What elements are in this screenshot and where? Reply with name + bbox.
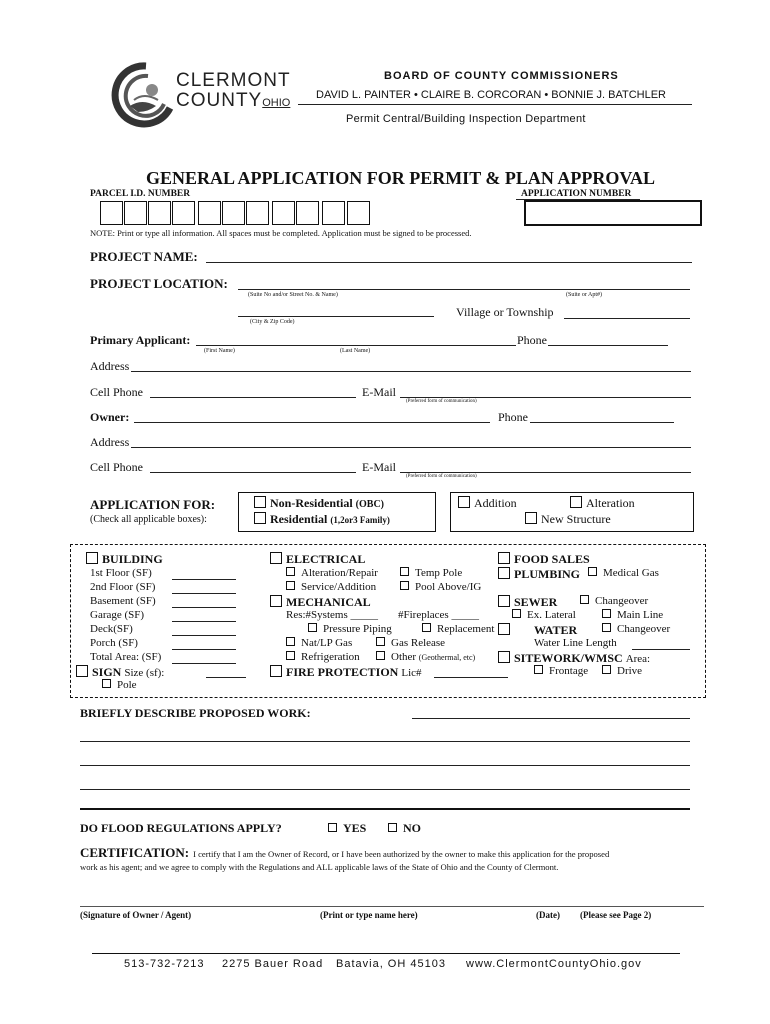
non-residential-option[interactable] xyxy=(254,496,384,511)
pressure-piping-option[interactable] xyxy=(308,623,392,635)
applicant-email-hint: (Preferred form of communication) xyxy=(406,399,477,404)
owner-address-field[interactable] xyxy=(131,447,691,448)
main-line-label: Main Line xyxy=(617,609,664,621)
alteration-repair-checkbox[interactable] xyxy=(286,567,295,576)
department-line: Permit Central/Building Inspection Department xyxy=(346,113,586,125)
new-structure-label: New Structure xyxy=(541,512,611,526)
other-checkbox[interactable] xyxy=(376,651,385,660)
refrigeration-label: Refrigeration xyxy=(301,651,360,663)
building-field-3[interactable] xyxy=(172,607,236,608)
parcel-digit-6[interactable] xyxy=(222,201,245,225)
form-note: NOTE: Print or type all information. All spaces must be completed. Application must be signed to be processed. xyxy=(90,228,472,238)
food-sales-checkbox[interactable] xyxy=(498,552,510,564)
see-page-2-label: (Please see Page 2) xyxy=(580,910,652,920)
water-checkbox[interactable] xyxy=(498,623,510,635)
project-location-field[interactable] xyxy=(238,289,690,290)
frontage-label: Frontage xyxy=(549,665,589,677)
pressure-piping-label: Pressure Piping xyxy=(323,623,392,635)
describe-work-field-1[interactable] xyxy=(412,718,690,719)
gas-release-option[interactable] xyxy=(376,637,445,649)
pressure-piping-checkbox[interactable] xyxy=(308,623,317,632)
certification-text-2: work as his agent; and we agree to comply with the Regulations and ALL applicable laws of the State of Ohio and the County of Clermont. xyxy=(80,862,559,872)
sewer-option[interactable] xyxy=(498,595,557,610)
project-name-label: PROJECT NAME: xyxy=(90,249,198,264)
logo-line2 xyxy=(176,90,290,112)
project-name-field[interactable] xyxy=(206,262,692,263)
plumbing-label: PLUMBING xyxy=(514,567,580,581)
village-label: Village or Township xyxy=(456,305,554,319)
building-row-7: Total Area: (SF) xyxy=(90,651,162,663)
flood-question: DO FLOOD REGULATIONS APPLY? xyxy=(80,821,282,835)
alteration-repair-label: Alteration/Repair xyxy=(301,567,378,579)
water-changeover-checkbox[interactable] xyxy=(602,623,611,632)
certification-block xyxy=(80,846,710,861)
logo-state-text: OHIO xyxy=(262,97,291,109)
pool-checkbox[interactable] xyxy=(400,581,409,590)
footer-city: Batavia, OH 45103 xyxy=(336,958,446,970)
describe-work-label: BRIEFLY DESCRIBE PROPOSED WORK: xyxy=(80,706,311,720)
service-addition-checkbox[interactable] xyxy=(286,581,295,590)
street-hint: (Suite No and/or Street No. & Name) xyxy=(248,292,338,298)
parcel-digit-11[interactable] xyxy=(347,201,370,225)
medical-gas-checkbox[interactable] xyxy=(588,567,597,576)
fire-protection-label: FIRE PROTECTION xyxy=(286,665,399,679)
sitework-checkbox[interactable] xyxy=(498,651,510,663)
applicant-phone-label: Phone xyxy=(517,333,547,347)
village-field[interactable] xyxy=(564,318,690,319)
res-systems-field[interactable]: Res:#Systems _____ xyxy=(286,609,378,621)
footer-rule xyxy=(92,953,680,954)
building-row-3: Basement (SF) xyxy=(90,595,156,607)
non-residential-label: Non-Residential xyxy=(270,496,353,510)
residential-checkbox[interactable] xyxy=(254,512,266,524)
applicant-name-field[interactable] xyxy=(196,345,516,346)
owner-cell-label: Cell Phone xyxy=(90,460,143,474)
frontage-checkbox[interactable] xyxy=(534,665,543,674)
sitework-option[interactable] xyxy=(498,651,650,666)
electrical-checkbox[interactable] xyxy=(270,552,282,564)
gas-release-label: Gas Release xyxy=(391,637,446,649)
ex-lateral-option[interactable] xyxy=(512,609,576,621)
parcel-digit-2[interactable] xyxy=(124,201,147,225)
water-changeover-label: Changeover xyxy=(617,623,671,635)
application-number-label: APPLICATION NUMBER xyxy=(521,189,632,199)
city-zip-field[interactable] xyxy=(238,316,434,317)
signature-line[interactable] xyxy=(80,906,704,907)
parcel-digit-4[interactable] xyxy=(172,201,195,225)
alteration-label: Alteration xyxy=(586,496,635,510)
pool-option[interactable] xyxy=(400,581,481,593)
parcel-digit-7[interactable] xyxy=(246,201,269,225)
owner-phone-field[interactable] xyxy=(530,422,674,423)
applicant-phone-field[interactable] xyxy=(548,345,668,346)
project-location-label: PROJECT LOCATION: xyxy=(90,276,228,291)
applicant-address-label: Address xyxy=(90,359,130,373)
fire-lic-label: Lic# xyxy=(401,667,422,679)
application-for-hint: (Check all applicable boxes): xyxy=(90,514,207,525)
sewer-checkbox[interactable] xyxy=(498,595,510,607)
addition-checkbox[interactable] xyxy=(458,496,470,508)
pole-option[interactable] xyxy=(102,679,137,691)
electrical-label: ELECTRICAL xyxy=(286,552,366,566)
building-field-2[interactable] xyxy=(172,593,236,594)
medical-gas-label: Medical Gas xyxy=(603,567,659,579)
building-field-6[interactable] xyxy=(172,649,236,650)
gas-release-checkbox[interactable] xyxy=(376,637,385,646)
refrigeration-option[interactable] xyxy=(286,651,360,663)
building-option[interactable] xyxy=(86,552,163,567)
natlp-gas-label: Nat/LP Gas xyxy=(301,637,353,649)
medical-gas-option[interactable] xyxy=(588,567,659,579)
form-title: GENERAL APPLICATION FOR PERMIT & PLAN APPROVAL xyxy=(146,168,656,188)
frontage-option[interactable] xyxy=(534,665,588,677)
applicant-cell-field[interactable] xyxy=(150,397,356,398)
suite-hint: (Suite or Apt#) xyxy=(566,292,602,298)
parcel-digit-5[interactable] xyxy=(198,201,221,225)
water-option[interactable] xyxy=(498,623,577,638)
service-addition-option[interactable] xyxy=(286,581,376,593)
ex-lateral-checkbox[interactable] xyxy=(512,609,521,618)
sewer-label: SEWER xyxy=(514,595,558,609)
parcel-digit-8[interactable] xyxy=(272,201,295,225)
pool-label: Pool Above/IG xyxy=(415,581,482,593)
temp-pole-label: Temp Pole xyxy=(415,567,463,579)
parcel-digit-10[interactable] xyxy=(322,201,345,225)
commissioners-line: DAVID L. PAINTER • CLAIRE B. CORCORAN • BONNIE J. BATCHLER xyxy=(316,89,666,101)
fire-protection-option[interactable] xyxy=(270,665,422,680)
logo-line1: CLERMONT xyxy=(176,70,291,91)
building-field-5[interactable] xyxy=(172,635,236,636)
replacement-checkbox[interactable] xyxy=(422,623,431,632)
application-for-label: APPLICATION FOR: xyxy=(90,497,216,512)
parcel-digit-1[interactable] xyxy=(100,201,123,225)
logo-county-text: COUNTY xyxy=(176,90,263,111)
footer-address: 2275 Bauer Road xyxy=(222,958,324,970)
sitework-area-label: Area: xyxy=(625,653,651,665)
sewer-changeover-label: Changeover xyxy=(595,595,649,607)
flood-no-checkbox[interactable] xyxy=(388,823,397,832)
application-number-box[interactable] xyxy=(524,200,702,226)
describe-work-field-3[interactable] xyxy=(80,765,690,766)
main-line-checkbox[interactable] xyxy=(602,609,611,618)
pole-label: Pole xyxy=(117,679,137,691)
city-hint: (City & Zip Code) xyxy=(250,319,295,325)
signature-date-label: (Date) xyxy=(536,910,560,920)
plumbing-option[interactable] xyxy=(498,567,580,582)
food-sales-option[interactable] xyxy=(498,552,590,567)
natlp-gas-checkbox[interactable] xyxy=(286,637,295,646)
food-sales-label: FOOD SALES xyxy=(514,552,590,566)
building-checkbox[interactable] xyxy=(86,552,98,564)
addition-option[interactable] xyxy=(458,496,517,511)
water-line-length-label: Water Line Length xyxy=(534,637,617,649)
signature-owner-label: (Signature of Owner / Agent) xyxy=(80,910,192,920)
sewer-changeover-option[interactable] xyxy=(580,595,648,607)
sign-size-label: Size (sf): xyxy=(124,667,165,679)
other-option[interactable] xyxy=(376,651,475,663)
electrical-option[interactable] xyxy=(270,552,365,567)
owner-name-field[interactable] xyxy=(134,422,490,423)
alteration-repair-option[interactable] xyxy=(286,567,378,579)
other-label: Other xyxy=(391,651,417,663)
plumbing-checkbox[interactable] xyxy=(498,567,510,579)
mechanical-label: MECHANICAL xyxy=(286,595,371,609)
flood-yes-checkbox[interactable] xyxy=(328,823,337,832)
residential-option[interactable] xyxy=(254,512,390,527)
sitework-label: SITEWORK/WMSC xyxy=(514,651,623,665)
pole-checkbox[interactable] xyxy=(102,679,111,688)
main-line-option[interactable] xyxy=(602,609,663,621)
building-row-1: 1st Floor (SF) xyxy=(90,567,152,579)
fire-lic-field[interactable] xyxy=(434,677,508,678)
replacement-label: Replacement xyxy=(437,623,495,635)
building-row-6: Porch (SF) xyxy=(90,637,138,649)
flood-no-option[interactable] xyxy=(388,821,421,836)
new-structure-option[interactable] xyxy=(525,512,611,527)
other-hint: (Geothermal, etc) xyxy=(418,653,476,662)
drive-label: Drive xyxy=(617,665,643,677)
service-addition-label: Service/Addition xyxy=(301,581,377,593)
header-rule xyxy=(298,104,692,105)
footer-phone: 513-732-7213 xyxy=(124,958,205,970)
obc-label: (OBC) xyxy=(355,499,385,510)
refrigeration-checkbox[interactable] xyxy=(286,651,295,660)
certification-label: CERTIFICATION: xyxy=(80,845,190,860)
replacement-option[interactable] xyxy=(422,623,494,635)
building-row-4: Garage (SF) xyxy=(90,609,145,621)
applicant-cell-label: Cell Phone xyxy=(90,385,143,399)
fire-protection-checkbox[interactable] xyxy=(270,665,282,677)
sign-size-field[interactable] xyxy=(206,677,246,678)
owner-email-hint: (Preferred form of communication) xyxy=(406,474,477,479)
flood-yes-label: YES xyxy=(343,821,367,835)
applicant-address-field[interactable] xyxy=(131,371,691,372)
sewer-changeover-checkbox[interactable] xyxy=(580,595,589,604)
certification-text-1: I certify that I am the Owner of Record, or I have been authorized by the owner to make this application for the proposed xyxy=(193,849,610,859)
sign-option[interactable] xyxy=(76,665,164,680)
non-residential-checkbox[interactable] xyxy=(254,496,266,508)
flood-no-label: NO xyxy=(403,821,421,835)
building-label: BUILDING xyxy=(102,552,163,566)
owner-address-label: Address xyxy=(90,435,130,449)
natlp-gas-option[interactable] xyxy=(286,637,352,649)
describe-work-field-2[interactable] xyxy=(80,741,690,742)
parcel-digit-9[interactable] xyxy=(296,201,319,225)
signature-print-label: (Print or type name here) xyxy=(320,910,418,920)
building-row-2: 2nd Floor (SF) xyxy=(90,581,156,593)
applicant-email-field[interactable] xyxy=(400,397,691,398)
water-label: WATER xyxy=(534,623,578,637)
sign-label: SIGN xyxy=(92,665,122,679)
family-label: (1,2or3 Family) xyxy=(330,515,390,525)
water-line-length-field[interactable] xyxy=(632,649,690,650)
applicant-email-label: E-Mail xyxy=(362,385,396,399)
county-logo xyxy=(108,60,178,130)
building-field-1[interactable] xyxy=(172,579,236,580)
alteration-option[interactable] xyxy=(570,496,635,511)
first-name-hint: (First Name) xyxy=(204,348,235,354)
last-name-hint: (Last Name) xyxy=(340,348,371,354)
residential-label: Residential xyxy=(270,512,328,526)
sign-checkbox[interactable] xyxy=(76,665,88,677)
water-changeover-option[interactable] xyxy=(602,623,670,635)
drive-checkbox[interactable] xyxy=(602,665,611,674)
building-field-4[interactable] xyxy=(172,621,236,622)
owner-label: Owner: xyxy=(90,410,130,424)
building-field-7[interactable] xyxy=(172,663,236,664)
mechanical-checkbox[interactable] xyxy=(270,595,282,607)
owner-cell-field[interactable] xyxy=(150,472,356,473)
parcel-digit-3[interactable] xyxy=(148,201,171,225)
mechanical-option[interactable] xyxy=(270,595,371,610)
ex-lateral-label: Ex. Lateral xyxy=(527,609,576,621)
alteration-checkbox[interactable] xyxy=(570,496,582,508)
building-row-5: Deck(SF) xyxy=(90,623,133,635)
fireplaces-field[interactable]: #Fireplaces _____ xyxy=(398,609,479,621)
temp-pole-checkbox[interactable] xyxy=(400,567,409,576)
parcel-label: PARCEL I.D. NUMBER xyxy=(90,189,191,199)
board-title: BOARD OF COUNTY COMMISSIONERS xyxy=(384,70,619,82)
owner-email-field[interactable] xyxy=(400,472,691,473)
flood-yes-option[interactable] xyxy=(328,821,366,836)
describe-work-field-4[interactable] xyxy=(80,789,690,790)
owner-email-label: E-Mail xyxy=(362,460,396,474)
drive-option[interactable] xyxy=(602,665,642,677)
section-divider xyxy=(80,808,690,810)
footer-website[interactable]: www.ClermontCountyOhio.gov xyxy=(466,958,642,970)
logo-emblem-icon xyxy=(108,60,178,130)
addition-label: Addition xyxy=(474,496,517,510)
owner-phone-label: Phone xyxy=(498,410,528,424)
primary-applicant-label: Primary Applicant: xyxy=(90,333,191,347)
temp-pole-option[interactable] xyxy=(400,567,462,579)
new-structure-checkbox[interactable] xyxy=(525,512,537,524)
